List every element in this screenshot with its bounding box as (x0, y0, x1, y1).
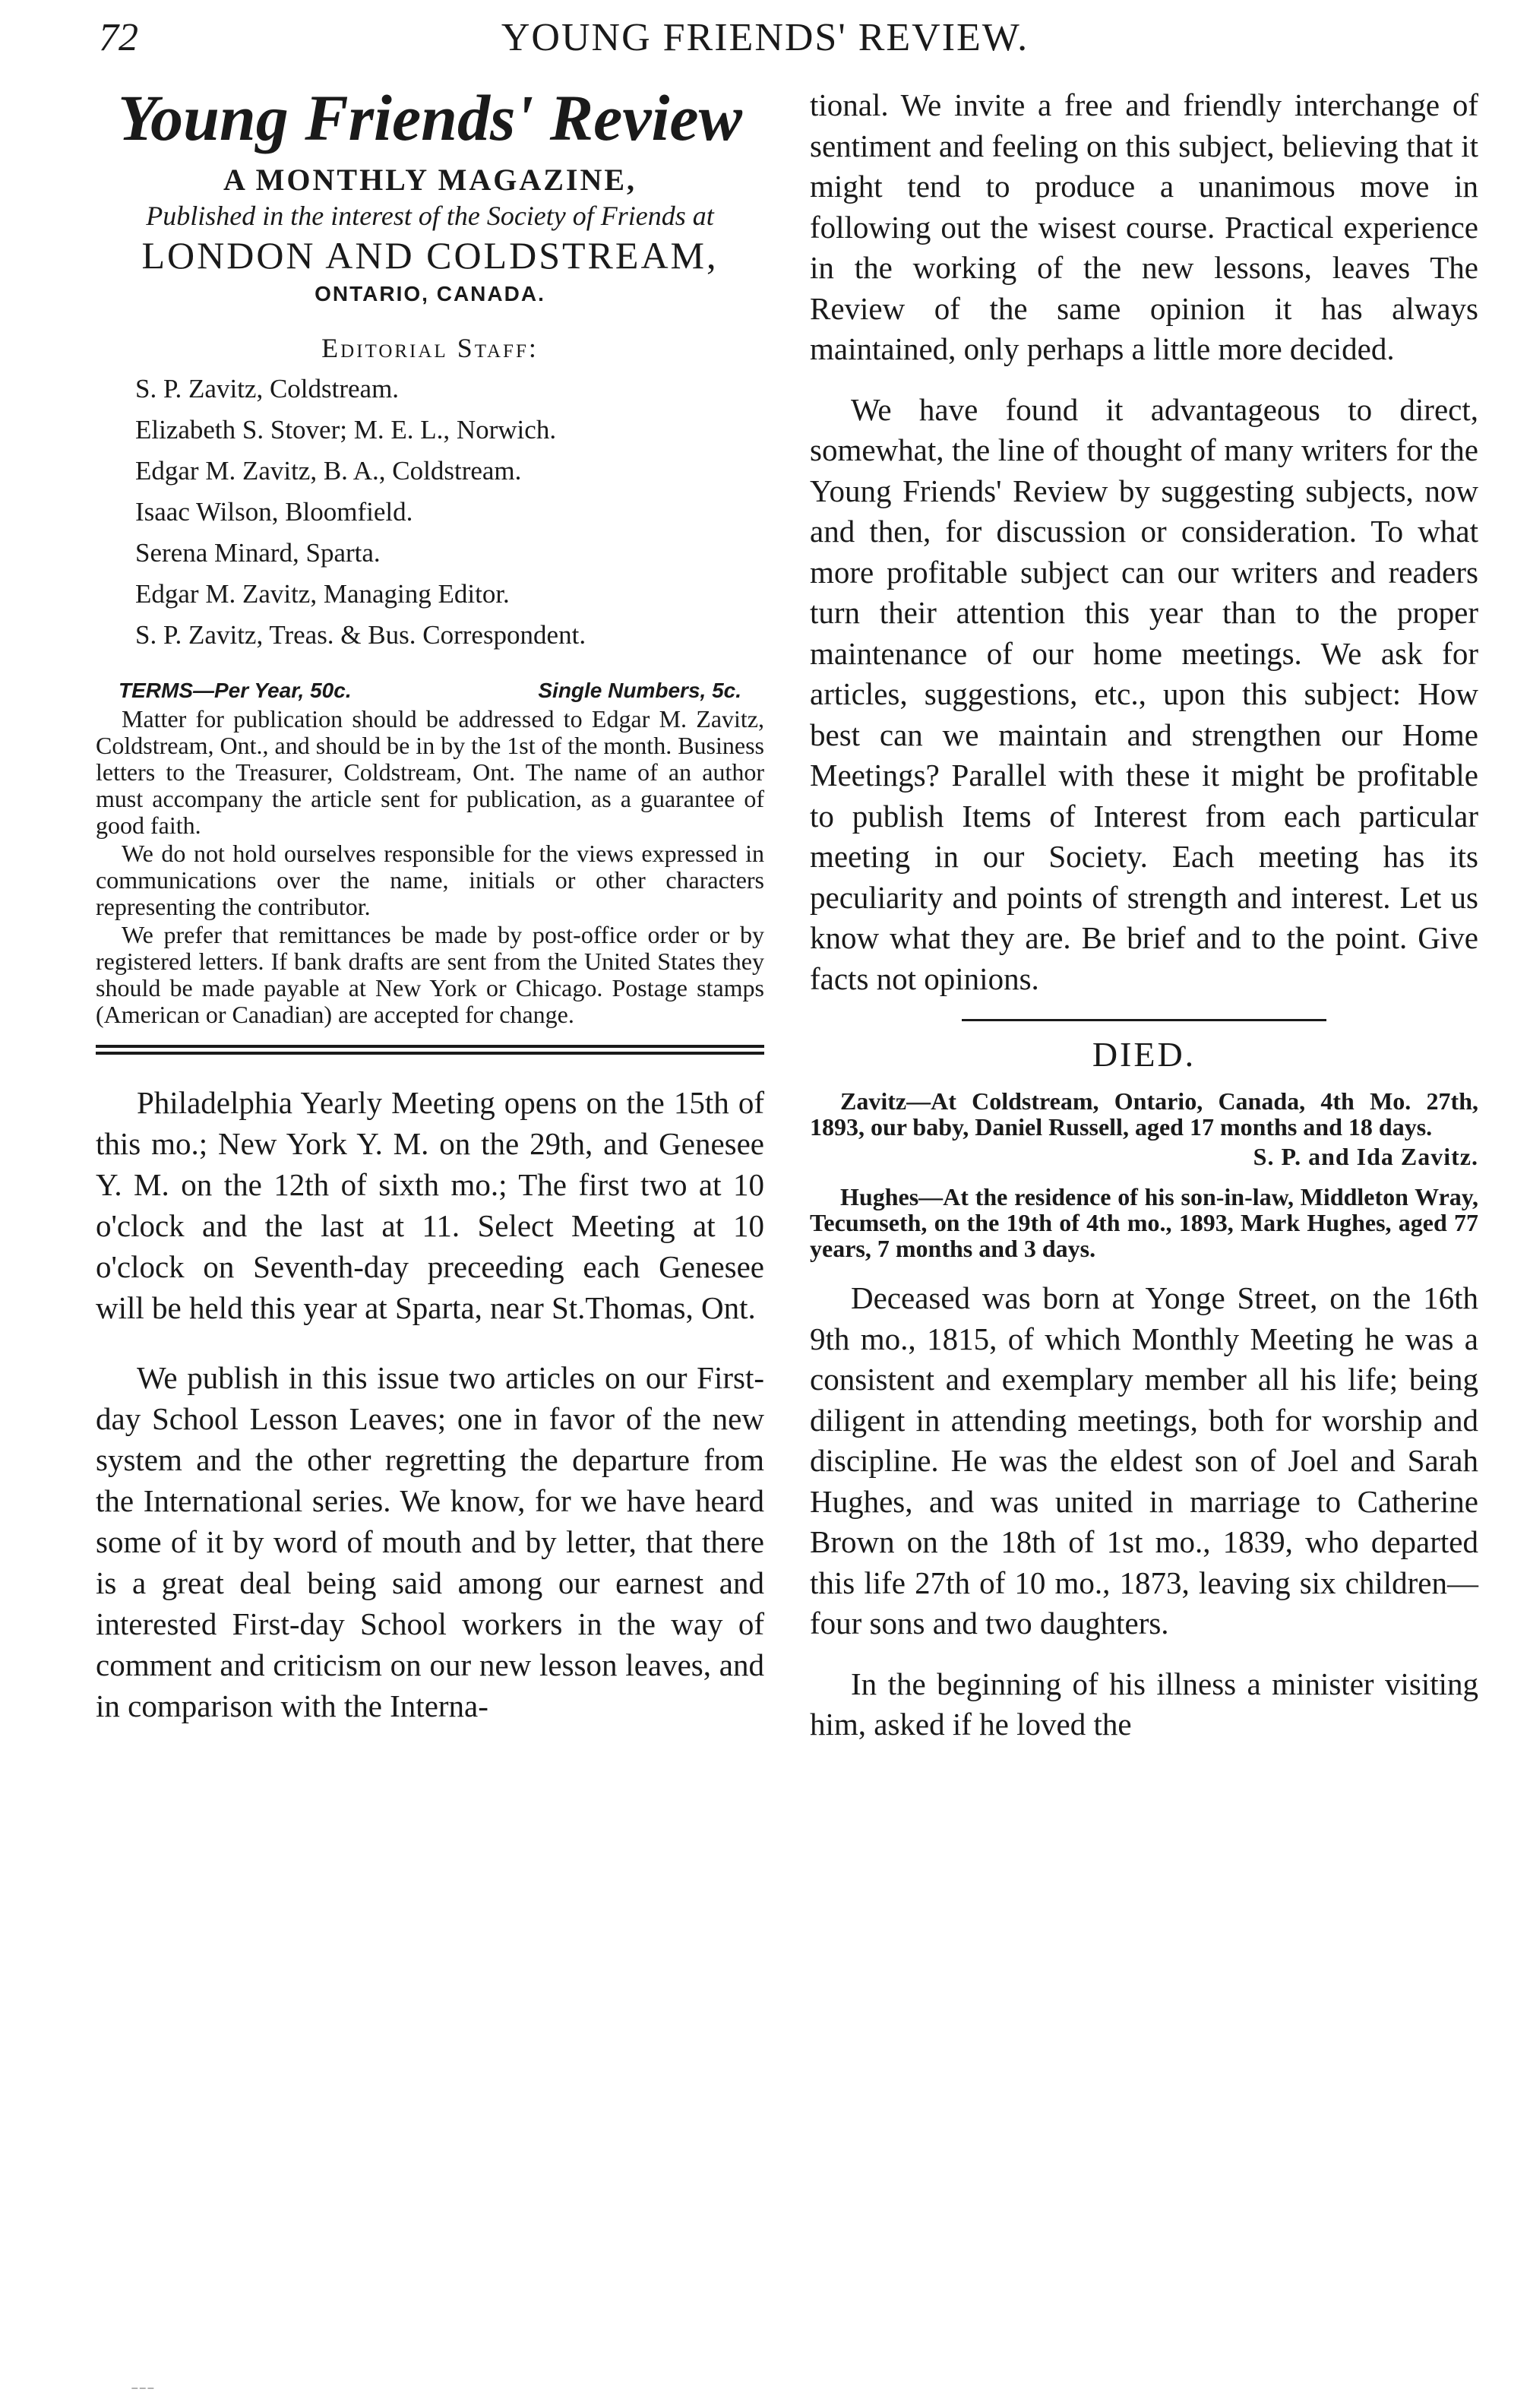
death-notice-zavitz: Zavitz—At Coldstream, Ontario, Canada, 4th Mo. 27th, 1893, our baby, Daniel Russell, aged 17 months and 18 days. (810, 1087, 1478, 1141)
staff-member: Serena Minard, Sparta. (135, 538, 381, 568)
died-heading: DIED. (1092, 1035, 1196, 1074)
death-notice-signature: S. P. and Ida Zavitz. (1253, 1143, 1478, 1170)
staff-member: Edgar M. Zavitz, Managing Editor. (135, 579, 510, 609)
publication-notice: Matter for publication should be addressed to Edgar M. Zavitz, Coldstream, Ont., and should be in by the 1st of the month. Business letters to the Treasurer, Coldstream, Ont. The name of an author must accompany the article sent for publication, as a guarantee of good faith. (96, 705, 764, 839)
terms-per-year: TERMS—Per Year, 50c. (119, 679, 352, 702)
masthead-subtitle: A MONTHLY MAGAZINE, (223, 163, 637, 197)
masthead-country: ONTARIO, CANADA. (315, 282, 545, 305)
yearly-meeting-paragraph: Philadelphia Yearly Meeting opens on the 15th of this mo.; New York Y. M. on the 29th, and Genesee Y. M. on the 12th of sixth mo.; The first two at 10 o'clock and the last at 11. Select Meeting at 10 o'clock on Seventh-day preceeding each Genesee will be held this year at Sparta, near St.Thomas, Ont. (96, 1085, 764, 1325)
section-divider (962, 1019, 1326, 1021)
responsibility-notice: We do not hold ourselves responsible for the views expressed in communications over the name, initials or other characters representing the contributor. (96, 840, 764, 920)
lesson-leaves-paragraph: We publish in this issue two articles on our First-day School Lesson Leaves; one in favor of the new system and the other regretting the departure from the International series. We know, for we have heard some of it by word of mouth and by letter, that there is a great deal being said among our earnest and interested First-day School workers in the way of comment and criticism on our new lesson leaves, and in comparison with the Interna- (96, 1360, 764, 1723)
masthead-title: Young Friends' Review (118, 81, 742, 154)
obituary-paragraph: Deceased was born at Yonge Street, on the 16th 9th mo., 1815, of which Monthly Meeting he was a consistent and exemplary member all his life; being diligent in attending meetings, both for worship and discipline. He was the eldest son of Joel and Sarah Hughes, and was united in marriage to Catherine Brown on the 18th of 1st mo., 1839, who departed this life 27th of 10 mo., 1873, leaving six children—four sons and two daughters. (810, 1280, 1478, 1641)
staff-member: S. P. Zavitz, Coldstream. (135, 374, 400, 403)
masthead-location: LONDON AND COLDSTREAM, (141, 234, 719, 277)
staff-member: Isaac Wilson, Bloomfield. (135, 497, 413, 527)
page-number: 72 (99, 16, 138, 59)
home-meetings-paragraph: We have found it advantageous to direct, somewhat, the line of thought of many writers for the Young Friends' Review by suggesting subjects, now and then, for discussion or consideration. To what more profitable subject can our writers and readers turn their attention this year than to the proper maintenance of our home meetings. We ask for articles, suggestions, etc., upon this subject: How best can we maintain and strengthen our Home Meetings? Parallel with these it might be profitable to publish Items of Interest from each particular meeting in our Society. Each meeting has its peculiarity and points of strength and interest. Let us know what they are. Be brief and to the point. Give facts not opinions. (810, 391, 1478, 996)
remittance-notice: We prefer that remittances be made by post-office order or by registered letters. If bank drafts are sent from the United States they should be made payable at New York or Chicago. Postage stamps (American or Canadian) are accepted for change. (96, 921, 764, 1028)
staff-member: S. P. Zavitz, Treas. & Bus. Correspondent. (135, 620, 586, 650)
running-title: YOUNG FRIENDS' REVIEW. (501, 16, 1029, 59)
obituary-paragraph: In the beginning of his illness a minister visiting him, asked if he loved the (810, 1666, 1478, 1742)
staff-member: Edgar M. Zavitz, B. A., Coldstream. (135, 456, 522, 486)
terms-single-numbers: Single Numbers, 5c. (538, 679, 741, 702)
left-column (96, 80, 764, 1755)
continuation-paragraph: tional. We invite a free and friendly interchange of sentiment and feeling on this subject, believing that it might tend to produce a unanimous move in following out the wisest course. Practical experience in the working of the new lessons, leaves The Review of the same opinion it has always maintained, only perhaps a little more decided. (810, 87, 1478, 366)
masthead-published-for: Published in the interest of the Society of Friends at (146, 201, 714, 231)
terms-row (96, 676, 764, 706)
right-column (810, 85, 1478, 1765)
death-notice-hughes: Hughes—At the residence of his son-in-law, Middleton Wray, Tecumseth, on the 19th of 4th mo., 1893, Mark Hughes, aged 77 years, 7 months and 3 days. (810, 1183, 1478, 1262)
staff-member: Elizabeth S. Stover; M. E. L., Norwich. (135, 415, 557, 445)
editorial-staff-heading: Editorial Staff: (321, 333, 539, 363)
page-smudge-mark: ⁻⁻⁻ (131, 2383, 155, 2400)
running-head (0, 12, 1530, 65)
double-rule-divider (96, 1045, 764, 1055)
